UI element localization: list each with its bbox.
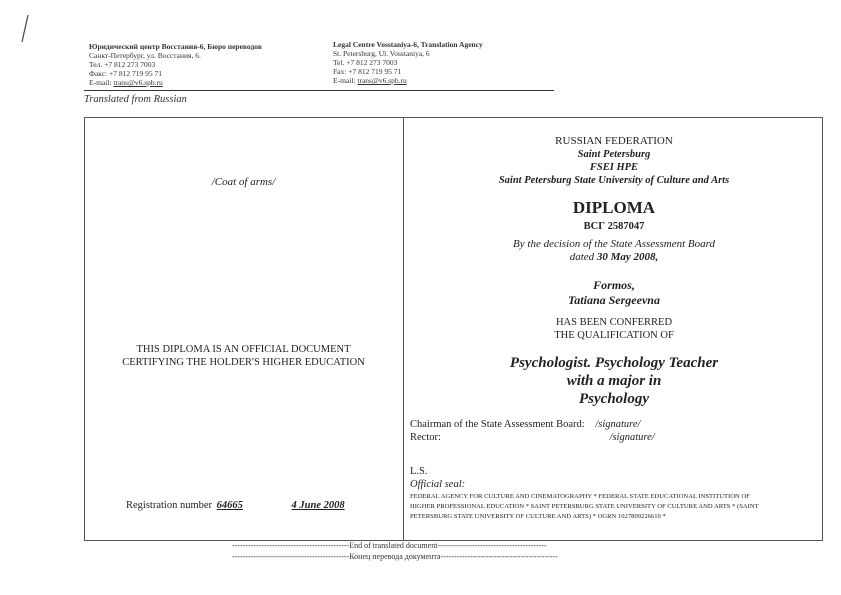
header-en-email-link[interactable]: trans@v6.spb.ru (357, 76, 407, 85)
chairman-label: Chairman of the State Assessment Board: (410, 419, 585, 430)
header-rule (84, 90, 554, 91)
city-heading: Saint Petersburg (577, 149, 651, 160)
header-ru-address: Санкт-Петербург, ул. Восстания, 6. (89, 51, 201, 60)
qualification-line-3: Psychology (579, 391, 649, 407)
holder-given-names: Tatiana Sergeevna (568, 293, 660, 307)
conferred-line-1: HAS BEEN CONFERRED (555, 317, 673, 328)
holder-name (404, 278, 824, 308)
end-text-ru: Конец перевода документа (349, 552, 441, 561)
institution-type: FSEI HPE (589, 162, 639, 173)
registration-date: 4 June 2008 (291, 500, 345, 511)
rector-row (410, 431, 655, 444)
header-en-fax: Fax: +7 812 719 95 71 (333, 67, 402, 76)
diploma-serial: ВСГ 2587047 (583, 221, 645, 232)
header-ru-fax: Факс: +7 812 719 95 71 (89, 69, 162, 78)
official-statement-line-2: CERTIFYING THE HOLDER'S HIGHER EDUCATION (122, 357, 365, 368)
locus-sigilli: L.S. (410, 466, 428, 477)
header-russian-block (89, 42, 319, 87)
end-of-document-en (232, 541, 547, 550)
signatures-block (410, 418, 655, 444)
coat-of-arms-placeholder: /Coat of arms/ (211, 176, 276, 188)
chairman-signature: /signature/ (595, 419, 641, 430)
decision-line-1: By the decision of the State Assessment Board (513, 238, 715, 250)
official-statement-line-1: THIS DIPLOMA IS AN OFFICIAL DOCUMENT (136, 344, 351, 355)
end-of-document-ru (232, 552, 558, 561)
header-en-name: Legal Centre Vosstaniya-6, Translation Agency (333, 40, 483, 49)
qualification-line-1: Psychologist. Psychology Teacher (509, 355, 719, 371)
qualification (404, 354, 824, 408)
end-dashes-right-ru: -------------------------------------------- (440, 552, 558, 561)
header-ru-email-link[interactable]: trans@v6.spb.ru (113, 78, 163, 87)
end-dashes-left: -------------------------------------------- (232, 541, 350, 550)
university-name: Saint Petersburg State University of Culture and Arts (498, 175, 730, 186)
end-dashes-right: ----------------------------------------- (437, 541, 547, 550)
header-ru-name: Юридический центр Восстания-6, Бюро переводов (89, 42, 262, 51)
registration-number: 64665 (216, 500, 243, 511)
holder-surname: Formos, (593, 278, 635, 292)
official-seal-label: Official seal: (410, 479, 466, 490)
end-dashes-left-ru: -------------------------------------------- (232, 552, 350, 561)
end-text-en: End of translated document (349, 541, 438, 550)
header-en-email: E-mail: trans@v6.spb.ru (333, 76, 407, 85)
conferred-line-2: THE QUALIFICATION OF (554, 330, 674, 341)
rector-signature: /signature/ (609, 432, 655, 443)
header-ru-tel: Тел. +7 812 273 7003 (89, 60, 156, 69)
seal-text-line-2: HIGHER PROFESSIONAL EDUCATION * SAINT PETERSBURG STATE UNIVERSITY OF CULTURE AND ARTS * (SAINT (410, 503, 759, 510)
registration-row (126, 500, 345, 511)
header-en-tel: Tel. +7 812 273 7003 (333, 58, 398, 67)
qualification-line-2: with a major in (566, 373, 662, 389)
country-heading: RUSSIAN FEDERATION (555, 135, 673, 147)
chairman-row (410, 418, 655, 431)
translated-from-note: Translated from Russian (84, 94, 187, 105)
handwritten-slash-mark (20, 14, 30, 44)
official-seal-text (410, 492, 810, 522)
decision-line-2: dated 30 May 2008, (569, 251, 659, 263)
seal-text-line-3: PETERSBURG STATE UNIVERSITY OF CULTURE AND ARTS) * OGRN 1027809226610 * (410, 513, 666, 520)
official-document-statement (84, 343, 403, 369)
header-en-address: St. Petersburg, Ul. Vosstaniya, 6 (333, 49, 430, 58)
rector-label: Rector: (410, 432, 441, 443)
seal-text-line-1: FEDERAL AGENCY FOR CULTURE AND CINEMATOGRAPHY * FEDERAL STATE EDUCATIONAL INSTITUTION OF (410, 493, 750, 500)
header-ru-email: E-mail: trans@v6.spb.ru (89, 78, 163, 87)
decision-text (404, 238, 824, 264)
registration-label: Registration number (126, 500, 213, 511)
header-english-block (333, 40, 563, 85)
diploma-title: DIPLOMA (572, 198, 656, 217)
conferred-text (404, 316, 824, 342)
decision-date: 30 May 2008, (596, 251, 659, 263)
